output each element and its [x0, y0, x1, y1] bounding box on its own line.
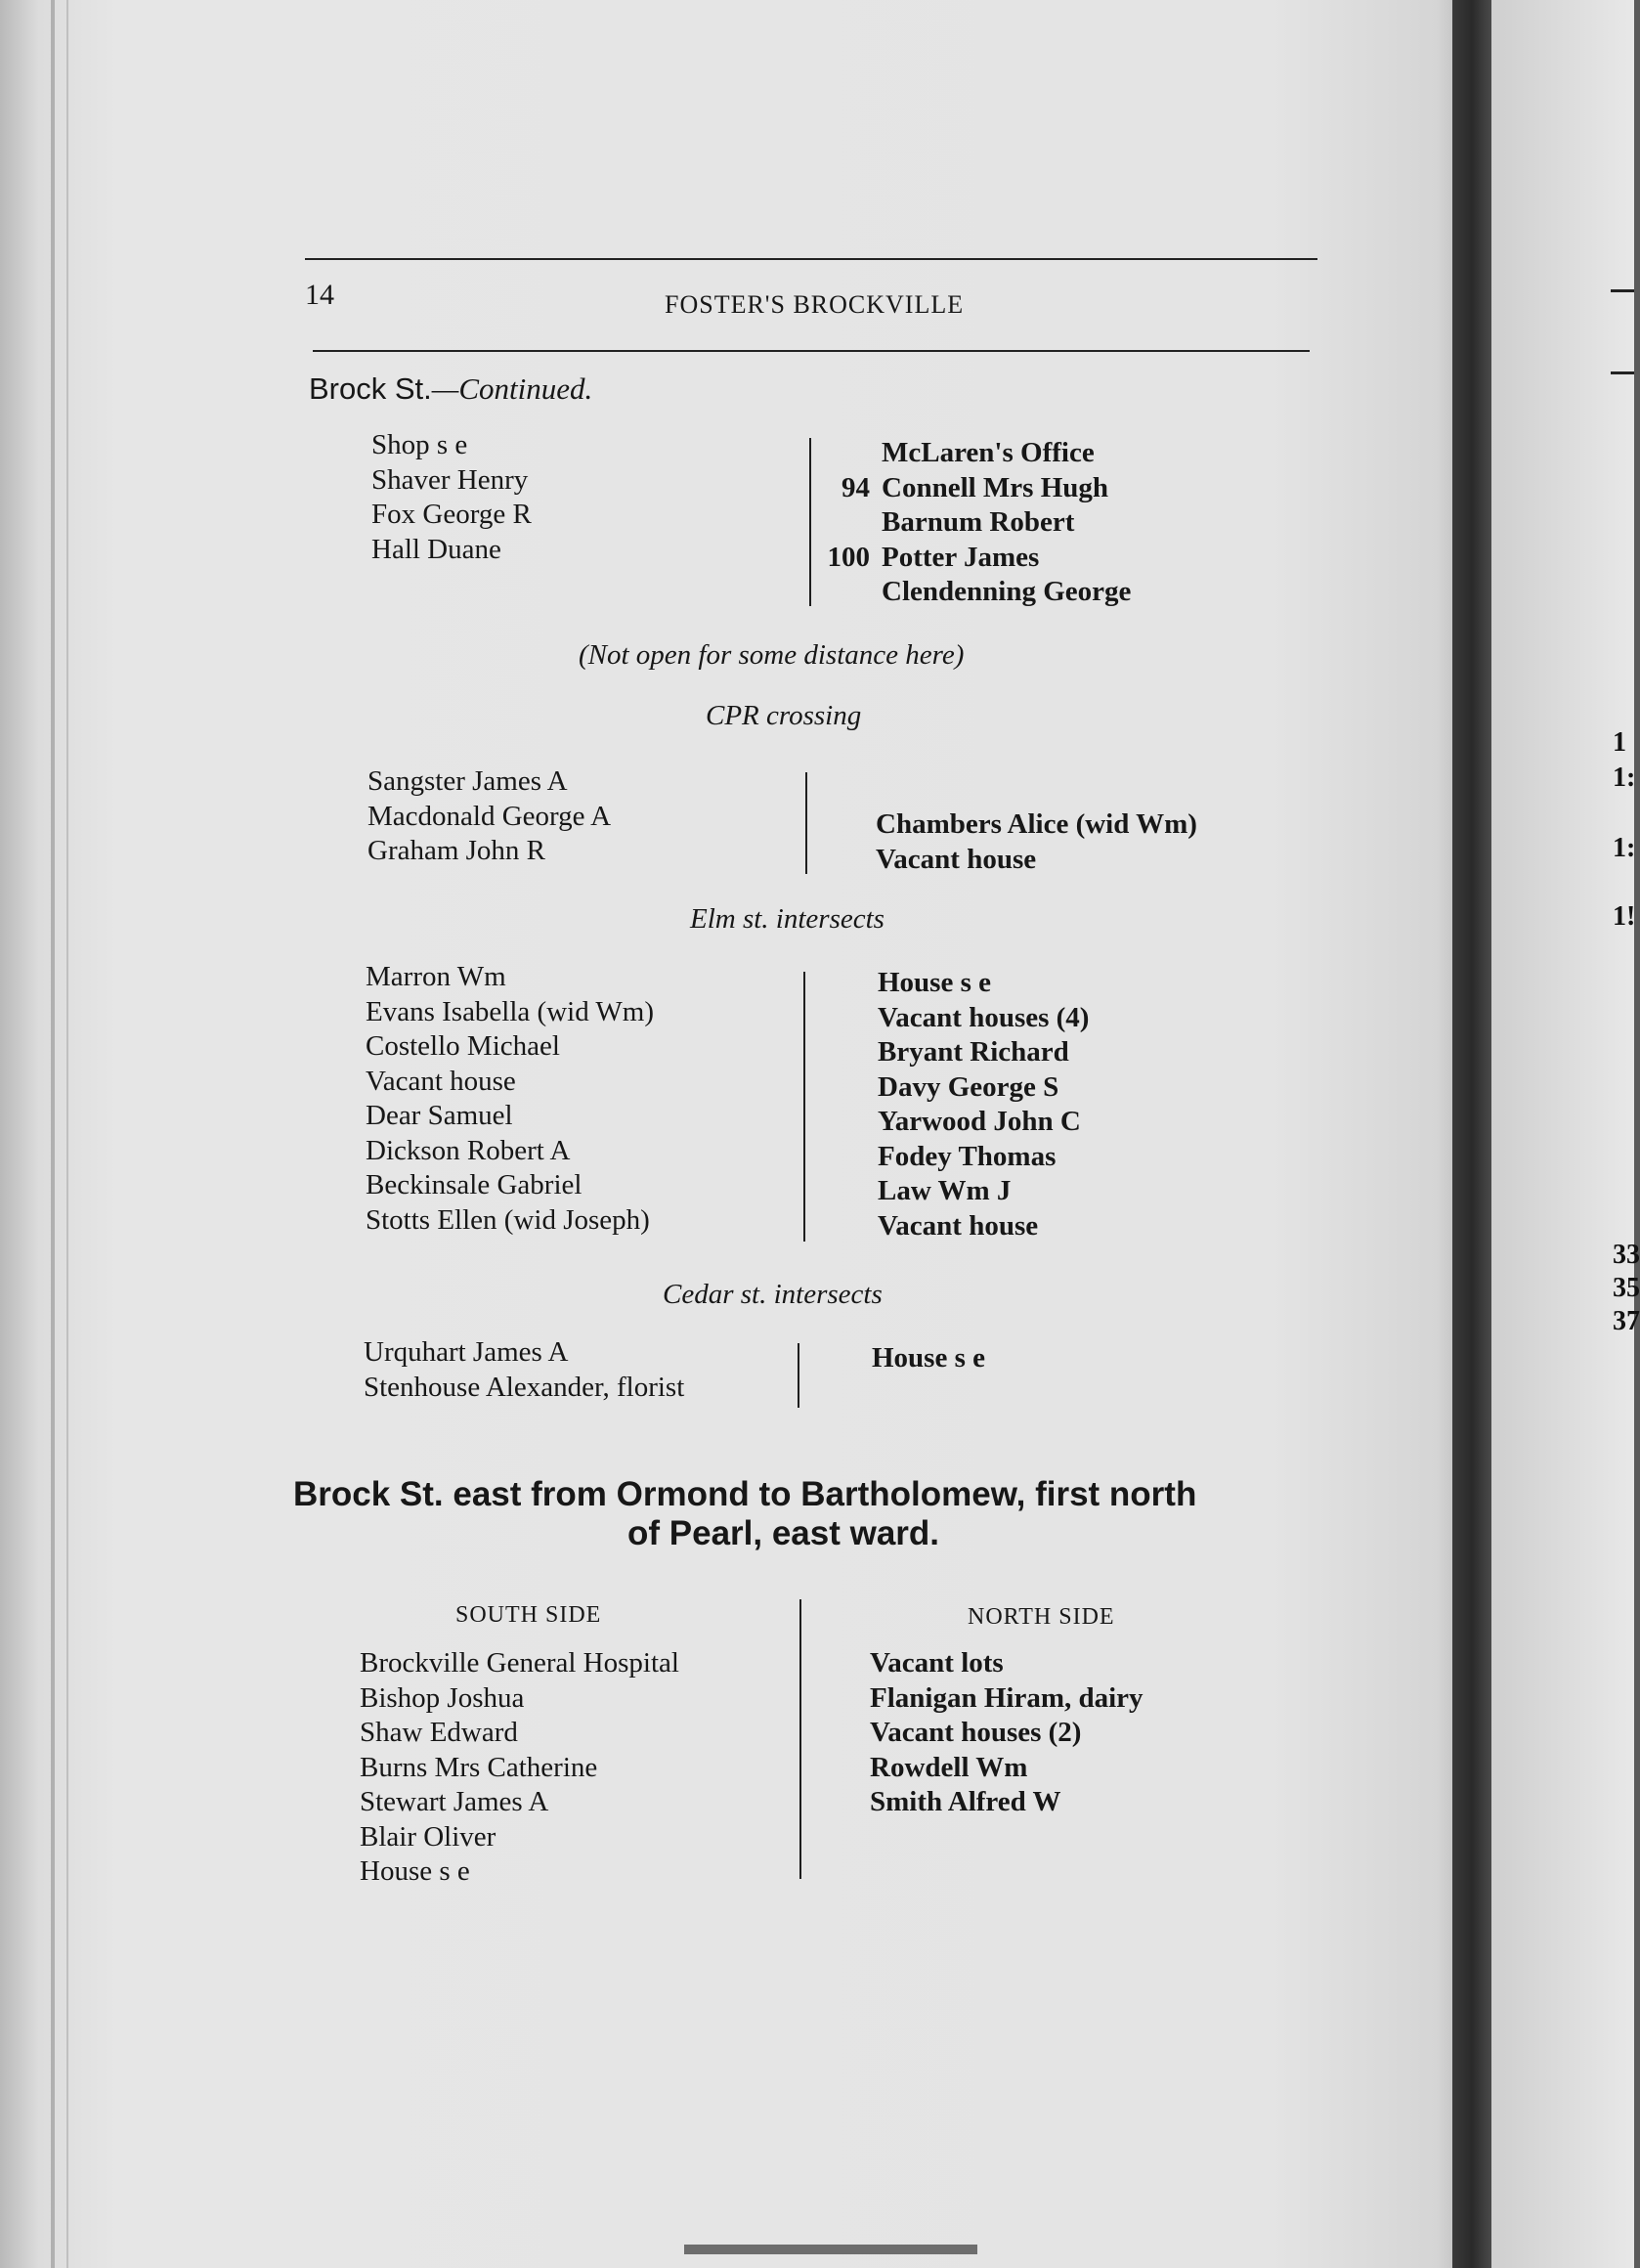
running-title: FOSTER'S BROCKVILLE [665, 290, 965, 319]
list-item: Marron Wm [366, 961, 506, 992]
page-edge-shadow [51, 0, 55, 2268]
list-item: Stotts Ellen (wid Joseph) [366, 1203, 650, 1236]
note-not-open: (Not open for some distance here) [579, 639, 965, 671]
list-item: Hall Duane [371, 533, 501, 565]
adjacent-page-rule [1611, 371, 1634, 374]
scan-artifact [684, 2245, 977, 2254]
list-item: Shaw Edward [360, 1717, 518, 1748]
list-item: Vacant lots [870, 1647, 1004, 1679]
list-item: Graham John R [367, 835, 546, 866]
list-item: House s e [360, 1855, 470, 1887]
list-item: Clendenning George [882, 576, 1132, 607]
adjacent-page [1491, 0, 1634, 2268]
section3-left-list [366, 960, 654, 1238]
section4-left-list [364, 1335, 684, 1405]
north-side-list [870, 1646, 1144, 1820]
list-item: Burns Mrs Catherine [360, 1751, 598, 1783]
south-side-label: SOUTH SIDE [455, 1602, 602, 1628]
list-item: McLaren's Office [882, 437, 1095, 468]
adjacent-page-fragment: 33 [1613, 1240, 1640, 1270]
adjacent-page-rule [1611, 289, 1634, 292]
section1-right-list [827, 436, 1132, 610]
list-item: House s e [872, 1342, 985, 1374]
list-item: Fox George R [371, 499, 532, 530]
list-item: Stenhouse Alexander, florist [364, 1371, 685, 1403]
cpr-crossing: CPR crossing [706, 700, 862, 731]
header-bottom-rule [313, 350, 1310, 352]
elm-intersects: Elm st. intersects [690, 903, 885, 935]
list-item: Beckinsale Gabriel [366, 1169, 583, 1200]
list-item: Bishop Joshua [360, 1681, 525, 1714]
section1-left-list [371, 428, 532, 567]
list-item: Blair Oliver [360, 1820, 496, 1853]
list-item: Costello Michael [366, 1030, 560, 1062]
list-item: Barnum Robert [882, 506, 1075, 538]
list-item: Flanigan Hiram, dairy [870, 1681, 1144, 1714]
list-item: Brockville General Hospital [360, 1647, 679, 1679]
list-item: Vacant houses (2) [870, 1717, 1082, 1748]
list-item: Evans Isabella (wid Wm) [366, 995, 655, 1027]
south-side-list [360, 1646, 679, 1890]
list-item: Dickson Robert A [366, 1134, 571, 1166]
list-item: Vacant house [878, 1209, 1039, 1242]
column-divider [803, 972, 805, 1242]
list-item: Urquhart James A [364, 1336, 569, 1368]
continued-label: —Continued. [431, 371, 593, 406]
section2-right-list [876, 807, 1197, 877]
page-number: 14 [305, 279, 334, 311]
adjacent-page-fragment: 1: [1613, 833, 1636, 863]
list-item: Sangster James A [367, 765, 568, 797]
cedar-intersects: Cedar st. intersects [663, 1279, 883, 1310]
list-item: Shop s e [371, 429, 468, 460]
section-heading-line1: Brock St. east from Ormond to Bartholomew, first north [293, 1475, 1197, 1513]
adjacent-page-fragment: 1 [1613, 727, 1626, 758]
column-divider [809, 438, 811, 606]
book-gutter [1452, 0, 1491, 2268]
section3-right-list [878, 966, 1089, 1243]
column-divider [799, 1599, 801, 1879]
list-item: Macdonald George A [367, 800, 612, 832]
section4-right-list [872, 1341, 985, 1376]
list-item: 94 Connell Mrs Hugh [842, 471, 1109, 503]
list-item: Fodey Thomas [878, 1140, 1057, 1172]
header-top-rule [305, 258, 1317, 260]
adjacent-page-fragment: 37 [1613, 1306, 1640, 1336]
list-item: Vacant house [366, 1065, 516, 1097]
column-divider [798, 1343, 799, 1408]
list-item: Rowdell Wm [870, 1751, 1028, 1783]
list-item: House s e [878, 967, 991, 998]
list-item: Dear Samuel [366, 1100, 513, 1131]
list-item: Davy George S [878, 1070, 1059, 1103]
adjacent-page-fragment: 1! [1613, 901, 1636, 932]
list-item: Vacant house [876, 843, 1037, 875]
list-item: Bryant Richard [878, 1036, 1069, 1068]
section-heading-line2: of Pearl, east ward. [627, 1514, 940, 1552]
north-side-label: NORTH SIDE [968, 1604, 1115, 1630]
street-name: Brock St. [309, 371, 432, 406]
list-item: Law Wm J [878, 1175, 1012, 1206]
column-divider [805, 772, 807, 874]
list-item: Yarwood John C [878, 1106, 1081, 1137]
adjacent-page-fragment: 1: [1613, 763, 1636, 793]
list-item: Smith Alfred W [870, 1786, 1061, 1817]
section2-left-list [367, 764, 611, 869]
list-item: Shaver Henry [371, 463, 529, 496]
list-item: Stewart James A [360, 1786, 549, 1817]
list-item: Vacant houses (4) [878, 1001, 1090, 1033]
adjacent-page-fragment: 35 [1613, 1273, 1640, 1303]
street-heading [309, 371, 592, 407]
list-item: Chambers Alice (wid Wm) [876, 808, 1197, 840]
page-edge-line [66, 0, 68, 2268]
list-item: 100 Potter James [827, 541, 1040, 573]
